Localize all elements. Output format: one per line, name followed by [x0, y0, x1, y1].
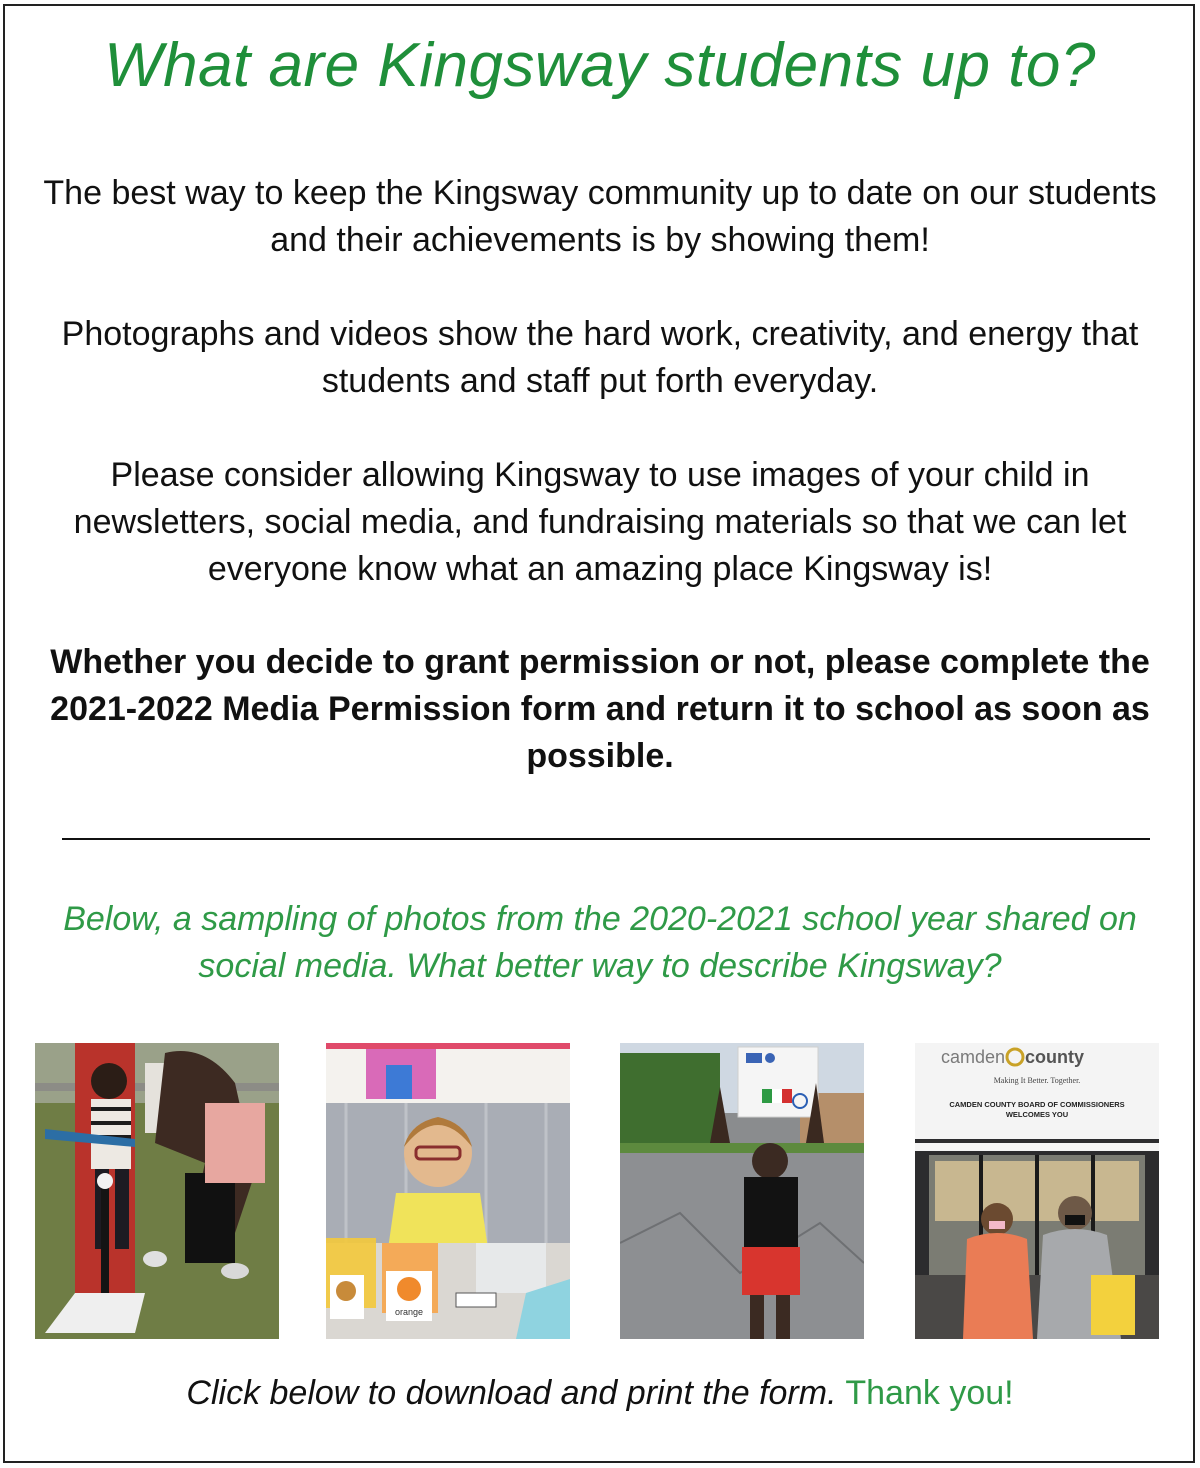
intro-paragraph: The best way to keep the Kingsway community up to date on our students and their achievements is by showing them!	[43, 174, 1157, 259]
sign-line1: CAMDEN COUNTY BOARD OF COMMISSIONERS	[949, 1100, 1125, 1109]
photo-student-poster	[620, 1043, 864, 1339]
photo-classroom-shop	[326, 1043, 570, 1339]
callout-paragraph: Whether you decide to grant permission or not, please complete the 2021-2022 Media Permission form and return it to school as soon as possible.	[50, 643, 1150, 775]
photo-tball	[35, 1043, 279, 1339]
photo-camden-county	[915, 1043, 1159, 1339]
photo-sampling-caption: Below, a sampling of photos from the 2020-2021 school year shared on social media. What better way to describe Kingsway?	[63, 900, 1137, 985]
divider	[62, 838, 1150, 840]
download-instruction: Click below to download and print the form.	[186, 1374, 837, 1412]
orange-label: orange	[394, 1307, 424, 1317]
page-title: What are Kingsway students up to?	[104, 31, 1096, 100]
consent-request-paragraph: Please consider allowing Kingsway to use images of your child in newsletters, social media, and fundraising materials so that we can let everyone know what an amazing place Kingsway is!	[73, 456, 1127, 588]
footer	[0, 1374, 1200, 1413]
sign-line2: WELCOMES YOU	[1005, 1110, 1069, 1119]
sign-logo-left: camden	[940, 1047, 1005, 1067]
sign-logo-right: county	[1025, 1047, 1085, 1067]
sign-tagline: Making It Better. Together.	[993, 1076, 1081, 1085]
photos-videos-paragraph: Photographs and videos show the hard work, creativity, and energy that students and staff put forth everyday.	[61, 315, 1139, 400]
thank-you: Thank you!	[845, 1374, 1014, 1412]
